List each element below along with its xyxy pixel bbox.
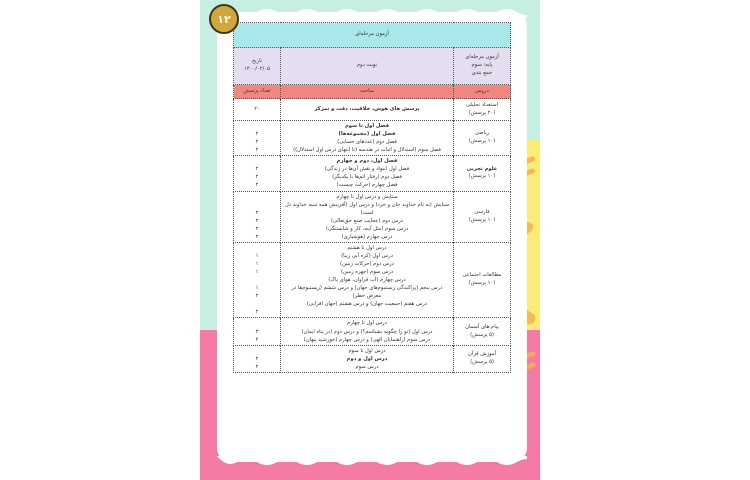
subject-cell: علوم تجربی (۱۰ پرسش) <box>454 156 511 191</box>
scope-cell: فصل اول، دوم و چهارم فصل اول (مواد و نقش آن‌ها در زندگی) فصل دوم (رفتار اتم‌ها با یکدیگر) فصل چهارم (حرکت چیست) <box>281 156 454 191</box>
column-header-row <box>234 85 511 99</box>
date-label: تاریخ <box>251 58 263 65</box>
term-cell: نوبت دوم <box>281 48 454 85</box>
exam-schedule-table <box>233 22 511 373</box>
count-cell: ۲ ۲ ۲ <box>234 156 281 191</box>
exam-info-line: جمع بندی <box>471 69 493 76</box>
count-cell: ۱ ۱ ۱ ۱ ۲ ۲ <box>234 242 281 318</box>
subject-cell: آموزش قرآن (۵ پرسش) <box>454 345 511 372</box>
info-row <box>234 48 511 85</box>
subject-cell: پیام های آسمان (۵ پرسش) <box>454 318 511 345</box>
count-cell: ۲ ۲ <box>234 345 281 372</box>
count-cell: ۲ ۲ ۲ ۲ <box>234 191 281 242</box>
date-cell <box>234 48 281 85</box>
header-scope: مباحث <box>281 85 454 99</box>
scope-cell: درس اول تا سوم درس اول و دوم درس سوم <box>281 345 454 372</box>
count-cell: ۲ ۲ ۲ <box>234 121 281 156</box>
table-row <box>234 318 511 345</box>
table-title-row <box>234 23 511 48</box>
scope-cell: فصل اول تا سوم فصل اول (مجموعه‌ها) فصل دوم (عددهای حسابی) فصل سوم (استدلال و اثبات در هندسه (تا انتهای درس اول استدلال)) <box>281 121 454 156</box>
exam-info-line: آزمون مرحله‌ای <box>465 54 499 61</box>
wavy-border-bottom <box>217 456 527 468</box>
exam-info-cell <box>454 48 511 85</box>
scope-cell: ستایش و درس اول تا چهارم ستایش (به نام خداوند جان و خرد) و درس اول (آفرینش همه تنبیه خداوند دل است) درس دوم (عجایب صنع حق‌تعالی) درس سوم (مثل آینه، کار و شایستگی) درس چهارم (هوشیاری) <box>281 191 454 242</box>
subject-cell: استعداد تحلیلی (۲۰ پرسش) <box>454 99 511 121</box>
page-number-badge: ۱۲ <box>209 4 239 34</box>
table-row <box>234 345 511 372</box>
table-row <box>234 242 511 318</box>
subject-cell: فارسی (۱۰ پرسش) <box>454 191 511 242</box>
header-subject: دروس <box>454 85 511 99</box>
scope-cell: پرسش های هوش، خلاقیت، دقت و تمرکز <box>281 99 454 121</box>
document-page <box>200 0 540 480</box>
subject-cell: ریاضی (۱۰ پرسش) <box>454 121 511 156</box>
table-title: آزمون مرحله‌ای <box>234 23 511 48</box>
count-cell: ۳ ۲ <box>234 318 281 345</box>
count-cell: ۲۰ <box>234 99 281 121</box>
table-row <box>234 99 511 121</box>
scope-cell: درس اول تا هشتم درس اول (کره آبی زیبا) درس دوم (حرکات زمین) درس سوم (چهره زمین) درس چهارم (آب فراوان، هوای پاک) درس پنجم (پراکندگی زیستبوم‌های جهان) و درس ششم (زیستبوم‌ها در معرض خطر) درس هفتم (جمعیت جهان) و درس هشتم (جهان افزایی) <box>281 242 454 318</box>
exam-info-line: پایه: سوم <box>471 62 493 69</box>
table-row <box>234 156 511 191</box>
table-row <box>234 121 511 156</box>
subject-cell: مطالعات اجتماعی (۱۰ پرسش) <box>454 242 511 318</box>
scope-cell: درس اول تا چهارم درس اول (تو را چگونه بشناسم؟) و درس دوم (در پناه ایمان) درس سوم (راهنمایان الهی) و درس چهارم (خورشید پنهان) <box>281 318 454 345</box>
date-value: ۱۴۰۰/۰۲/۰۵ <box>244 66 270 72</box>
table-row <box>234 191 511 242</box>
header-question-count: تعداد پرسش <box>234 85 281 99</box>
